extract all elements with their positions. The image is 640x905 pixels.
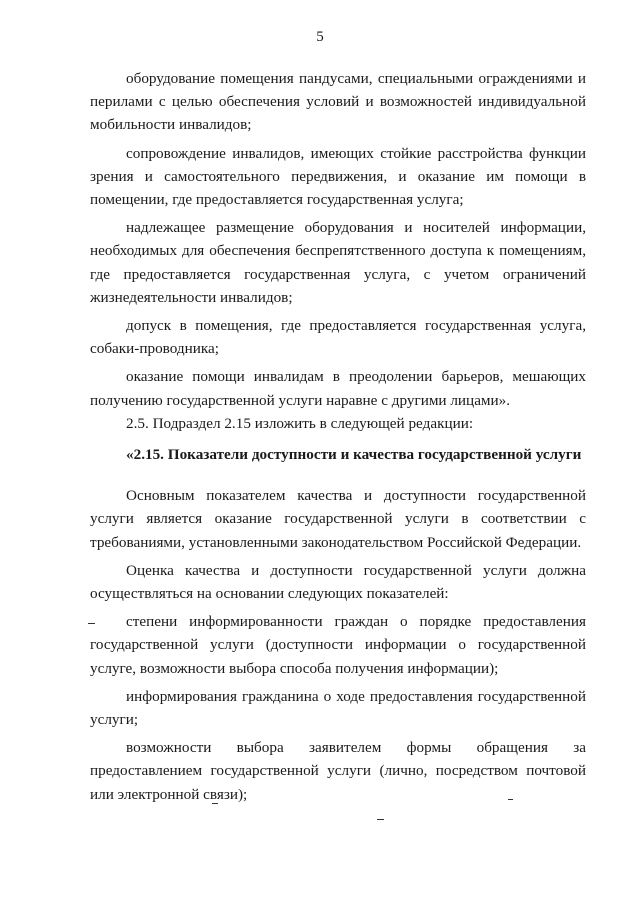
paragraph-guide-dog: допуск в помещения, где предоставляется государственная услуга, собаки-проводника; [90, 317, 586, 358]
page-number: 5 [316, 29, 324, 45]
scan-speck [377, 819, 384, 820]
scan-speck [88, 623, 95, 624]
paragraph-awareness: степени информированности граждан о порядке предоставления государственной услуги (доступности информации о государственной услуге, возможности выбора способа получения информации); [90, 613, 586, 677]
paragraph-ramps: оборудование помещения пандусами, специальными ограждениями и перилами с целью обеспечения условий и возможностей индивидуальной мобильности инвалидов; [90, 70, 586, 134]
paragraph-escort: сопровождение инвалидов, имеющих стойкие расстройства функции зрения и самостоятельного передвижения, и оказание им помощи в помещении, где предоставляется государственная услуга; [90, 144, 586, 209]
section-heading: «2.15. Показатели доступности и качества государственной услуги [126, 446, 582, 464]
paragraph-main-indicator: Основным показателем качества и доступности государственной услуги является оказание государственной услуги в соответствии с требованиями, установленными законодательством Российской Федерации. [90, 487, 586, 551]
paragraph-barrier-help: оказание помощи инвалидам в преодолении барьеров, мешающих получению государственной услуги наравне с другими лицами». [90, 368, 586, 409]
paragraph-equipment-placement: надлежащее размещение оборудования и носителей информации, необходимых для обеспечения беспрепятственного доступа к помещениям, где предоставляется государственная услуга, с учетом ограничений жизнедеятельности инвалидов; [90, 219, 586, 306]
scan-speck [212, 803, 218, 804]
paragraph-request-form: возможности выбора заявителем формы обращения за предоставлением государственной услуги (лично, посредством почтовой или электронной связи); [90, 739, 586, 803]
paragraph-amendment: 2.5. Подраздел 2.15 изложить в следующей редакции: [126, 414, 474, 432]
document-body [90, 67, 586, 806]
paragraph-quality-assessment: Оценка качества и доступности государственной услуги должна осуществляться на основании следующих показателей: [90, 561, 586, 603]
scan-speck [508, 799, 513, 800]
paragraph-progress-info: информирования гражданина о ходе предоставления государственной услуги; [90, 687, 586, 729]
